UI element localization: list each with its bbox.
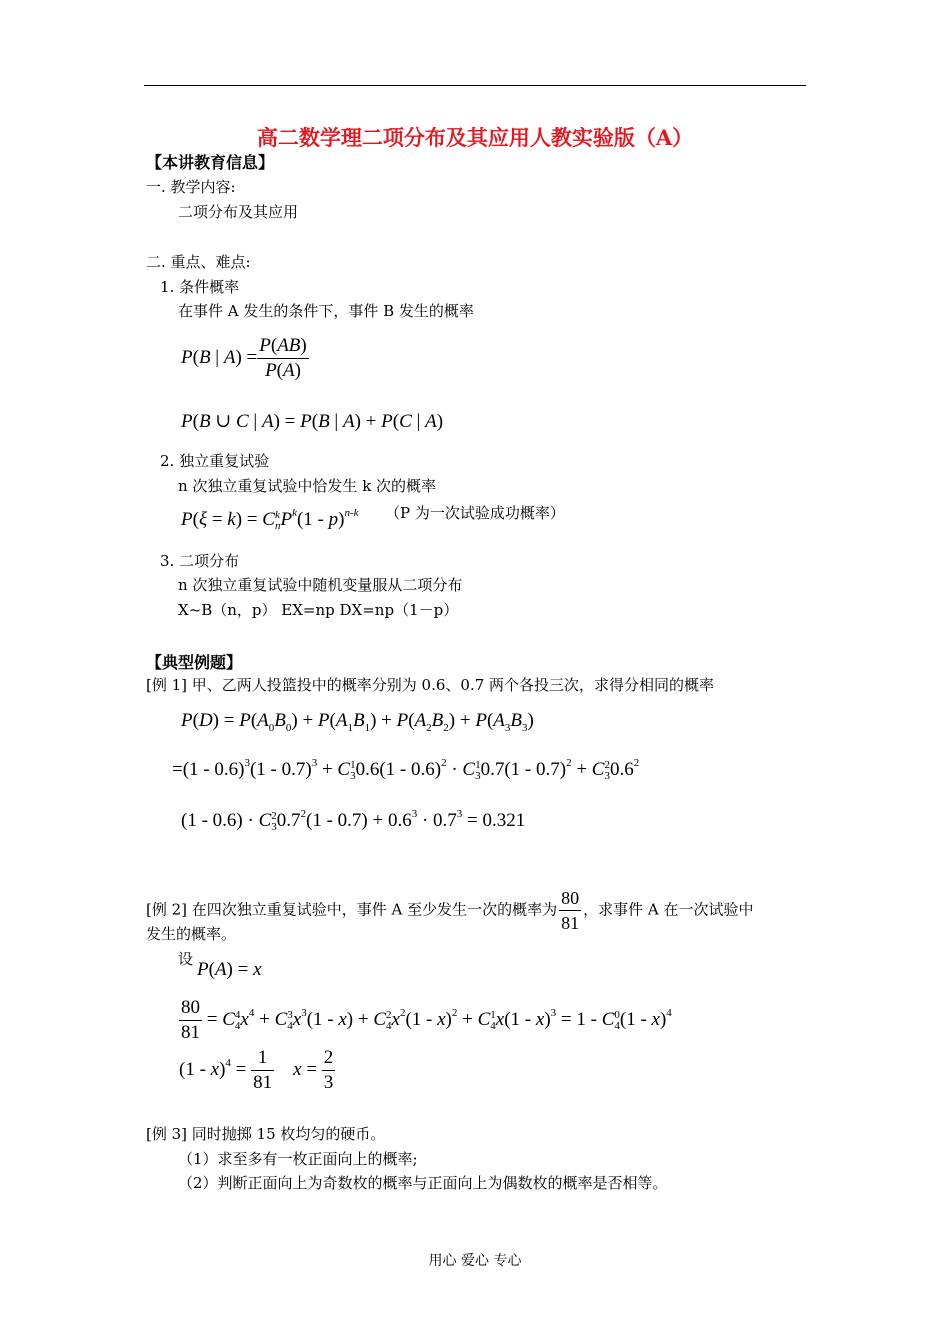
example3-question2: （2）判断正面向上为奇数枚的概率与正面向上为偶数枚的概率是否相等。: [178, 1174, 668, 1192]
item3-desc: n 次独立重复试验中随机变量服从二项分布: [178, 576, 463, 594]
example2-text-cont: 发生的概率。: [146, 925, 237, 943]
item3-label: 3. 二项分布: [160, 552, 240, 570]
item2-note: （P 为一次试验成功概率）: [385, 504, 565, 522]
example2-formula-line2: (1 - x)$^4$ = $\frac{1}{81}$ x = $\frac{2}{3}$: [179, 1047, 334, 1093]
example1-formula-line3: (1 - 0.6) · C 2 3 $0.7^2(1 - 0.7) + 0.6^3 \cdot 0.7^3 = 0.321$: [181, 808, 526, 833]
example2-text: [例 2] 在四次独立重复试验中，事件 A 至少发生一次的概率为 $\frac{80}{81}$ ，求事件 A 在一次试验中: [146, 888, 754, 933]
example2-formula-line1: $\frac{80}{81}$ = C 4 4 $x^4 + C$ 3 4 $x^3(1 - x) + C$ 2 4 $x^2(1 - x)^2 + C$ 1 4 x(1 - x)$^3$ = 1 - C 0 4 (1 - x)$^4$: [181, 997, 672, 1043]
item1-desc: 在事件 A 发生的条件下，事件 B 发生的概率: [178, 302, 474, 320]
example1-formula-line2: =(1 - 0.6)$^3$(1 - 0.7)$^3$ + C 1 3 0.6(1 - 0.6)$^2$ · C 1 3 0.7(1 - 0.7)$^2$ + C 2 3 $0.6^2$: [172, 757, 640, 782]
example1-text: [例 1] 甲、乙两人投篮投中的概率分别为 0.6、0.7 两个各投三次，求得分相同的概率: [146, 676, 715, 694]
example3-text: [例 3] 同时抛掷 15 枚均匀的硬币。: [146, 1125, 386, 1143]
key-points-label: 二. 重点、难点:: [146, 253, 251, 271]
example2-fraction-numerator: 80: [559, 886, 581, 911]
section-heading-info: 【本讲教育信息】: [146, 153, 275, 172]
example2-fraction-denominator: 81: [561, 913, 580, 933]
item2-desc: n 次独立重复试验中恰发生 k 次的概率: [178, 477, 437, 495]
union-probability-formula: P(B ∪ C | A) = P(B | A) + P(C | A): [181, 411, 444, 432]
conditional-probability-formula: P(B | A) = $\frac{P(AB)}{P(A)}$: [181, 335, 307, 381]
example3-question1: （1）求至多有一枚正面向上的概率;: [178, 1150, 418, 1168]
example1-formula-line1: $P(D) = P(A_0B_0) + P(A_1B_1) + P(A_2B_2) + P(A_3B_3)$: [181, 710, 534, 734]
item3-formula: X~B（n，p） EX=np DX=np（1－p）: [178, 601, 459, 619]
page-title: 高二数学理二项分布及其应用人教实验版（A）: [256, 125, 694, 150]
teaching-content: 二项分布及其应用: [178, 203, 299, 221]
section-heading-examples: 【典型例题】: [146, 653, 243, 672]
bernoulli-formula: P(ξ = k) = C k n $P^k(1 - p)^{n-k}$: [181, 507, 359, 532]
example2-let: 设: [178, 950, 194, 968]
teaching-content-label: 一. 教学内容:: [146, 178, 236, 196]
item1-label: 1. 条件概率: [160, 278, 240, 296]
header-rule: [144, 85, 806, 86]
page-footer: 用心 爱心 专心: [428, 1253, 522, 1269]
item2-label: 2. 独立重复试验: [160, 452, 270, 470]
example2-assumption: P(A) = x: [197, 959, 262, 980]
